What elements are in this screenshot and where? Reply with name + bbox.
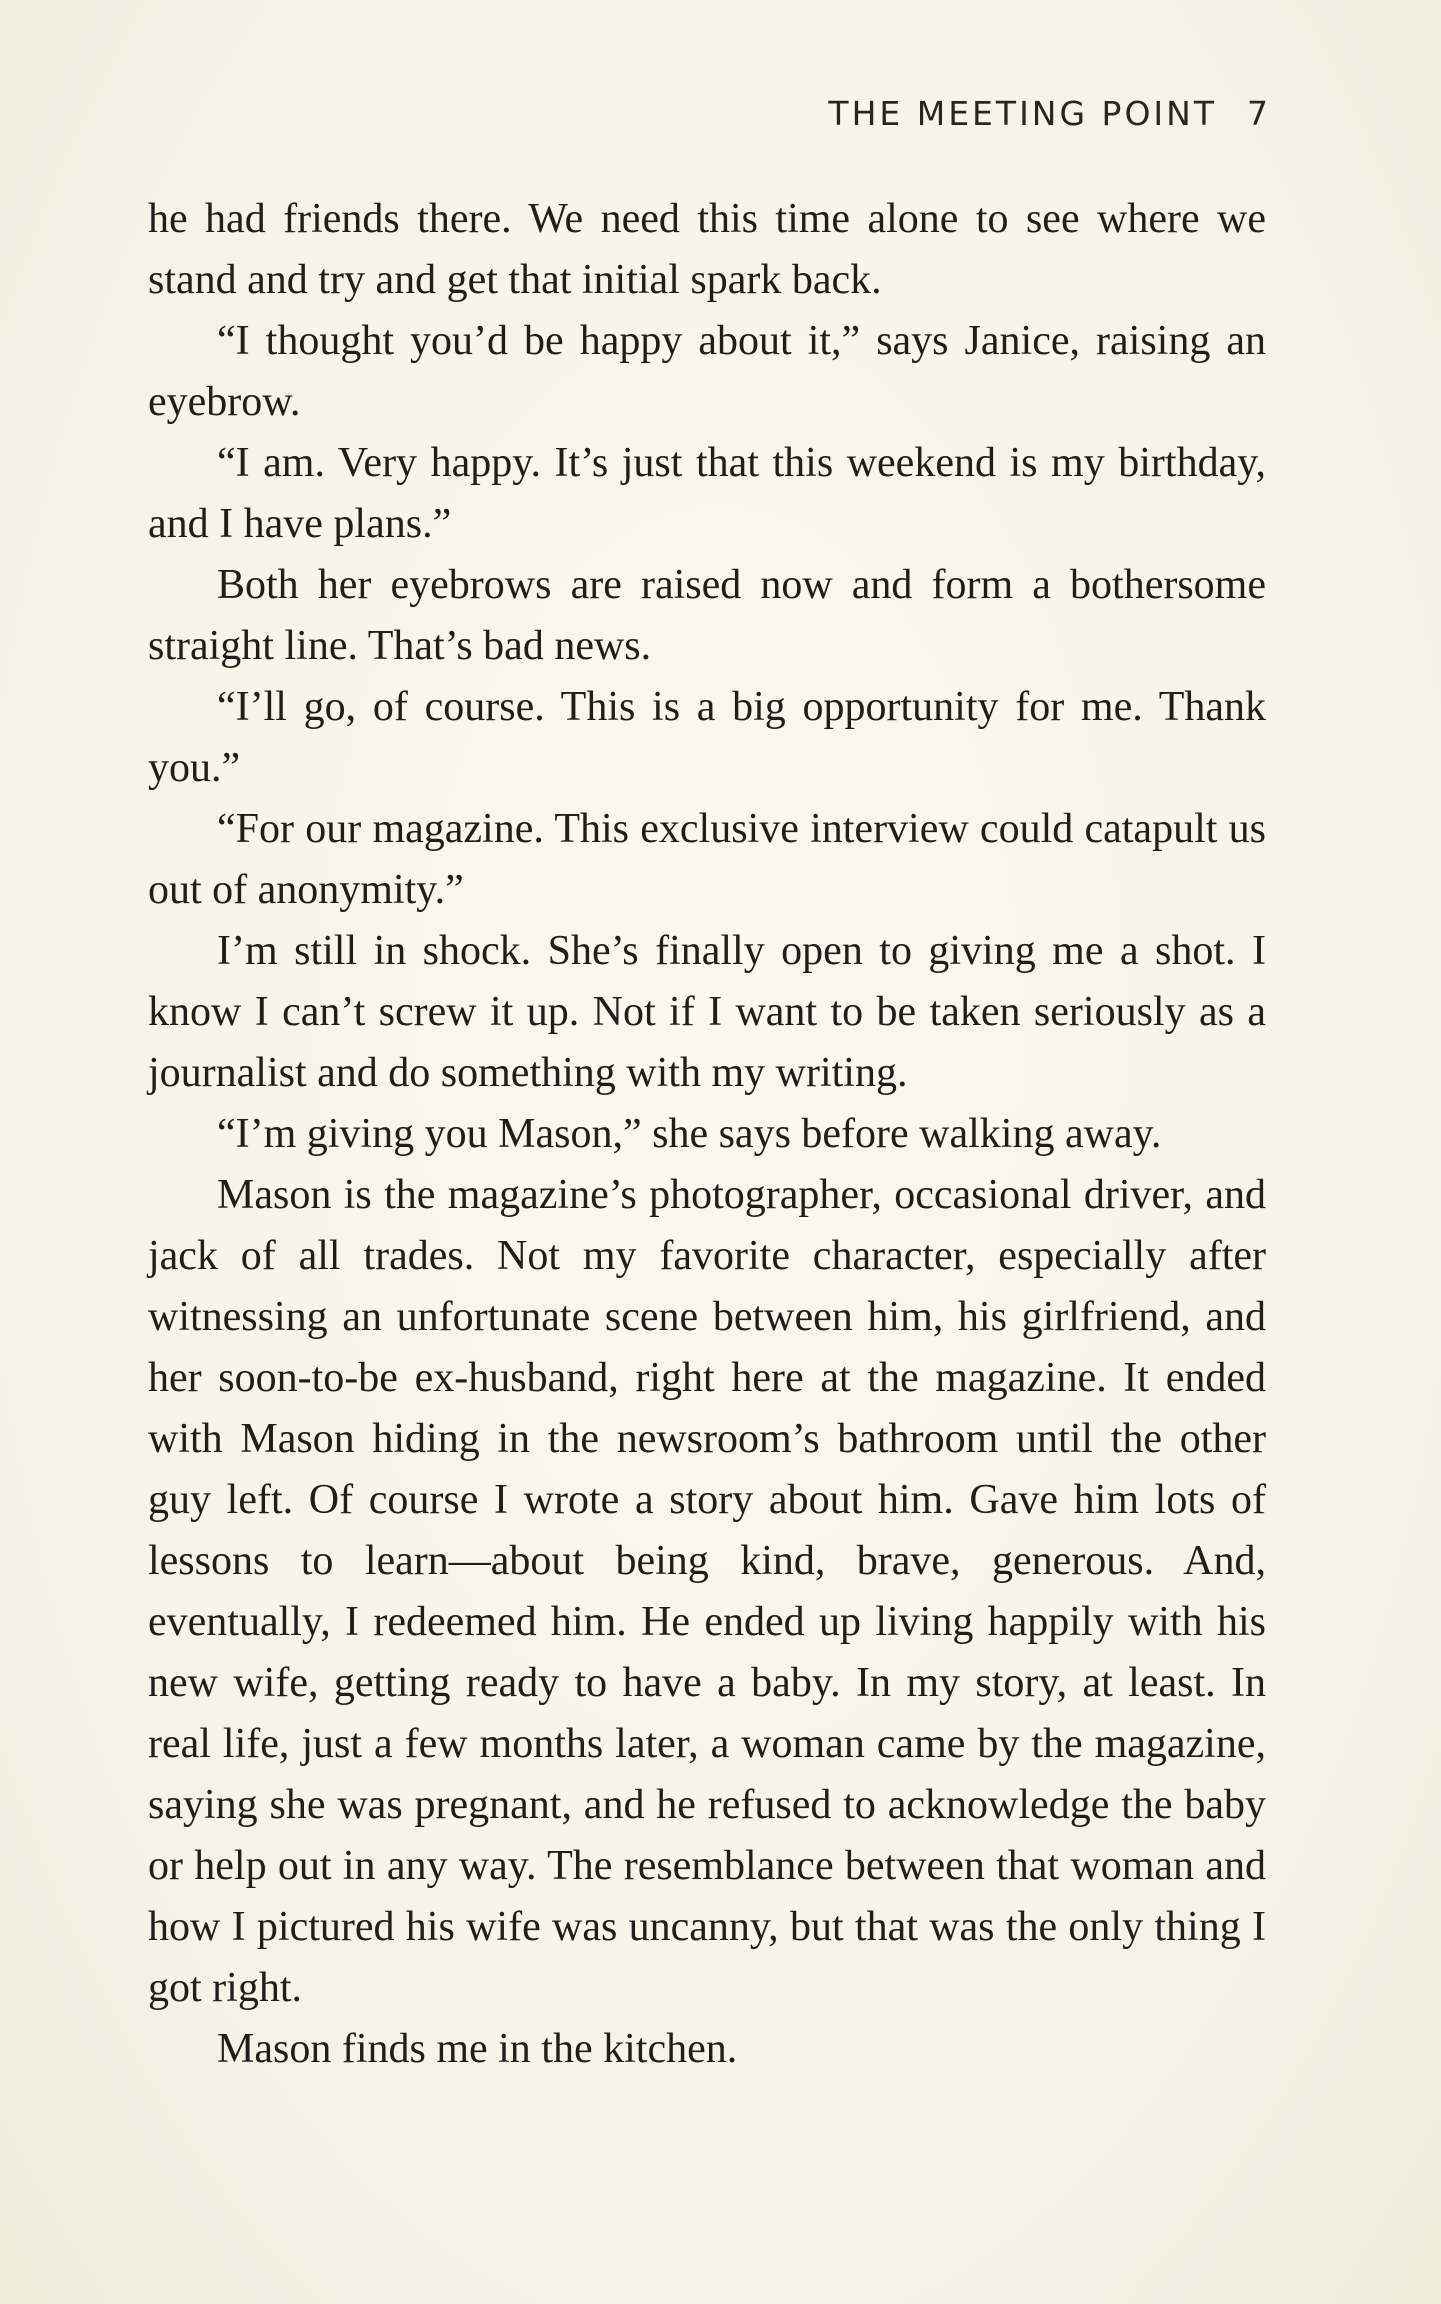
paragraph: Mason finds me in the kitchen. [217,2026,738,2072]
paragraph: “For our magazine. This exclusive interview could catapult us out of anonymity.” [148,806,1266,913]
paragraph: Mason is the magazine’s photographer, occasional driver, and jack of all trades. Not my favorite character, especially after witnessing an unfortunate scene between him, his girlfriend, and her soon-to-be ex-husband, right here at the magazine. It ended with Mason hiding in the newsroom’s bathroom until the other guy left. Of course I wrote a story about him. Gave him lots of lessons to learn—about being kind, brave, generous. And, eventually, I redeemed him. He ended up living happily with his new wife, getting ready to have a baby. In my story, at least. In real life, just a few months later, a woman came by the magazine, saying she was pregnant, and he refused to acknowledge the baby or help out in any way. The resemblance between that woman and how I pictured his wife was uncanny, but that was the only thing I got right. [148,1172,1266,2011]
paragraph: he had friends there. We need this time alone to see where we stand and try and get that initial spark back. [148,196,1266,303]
page-number: 7 [1247,94,1271,133]
running-head [828,94,1271,133]
paragraph: “I thought you’d be happy about it,” says Janice, raising an eyebrow. [148,318,1266,425]
paragraph: “I’m giving you Mason,” she says before walking away. [217,1111,1162,1157]
paragraph: Both her eyebrows are raised now and form a bothersome straight line. That’s bad news. [148,562,1266,669]
paragraph: “I am. Very happy. It’s just that this weekend is my birthday, and I have plans.” [148,440,1266,547]
body-text [148,189,1266,2080]
paragraph: I’m still in shock. She’s finally open to giving me a shot. I know I can’t screw it up. Not if I want to be taken seriously as a journalist and do something with my writing. [148,928,1266,1096]
paragraph: “I’ll go, of course. This is a big opportunity for me. Thank you.” [148,684,1266,791]
running-head-title: THE MEETING POINT [828,94,1217,133]
